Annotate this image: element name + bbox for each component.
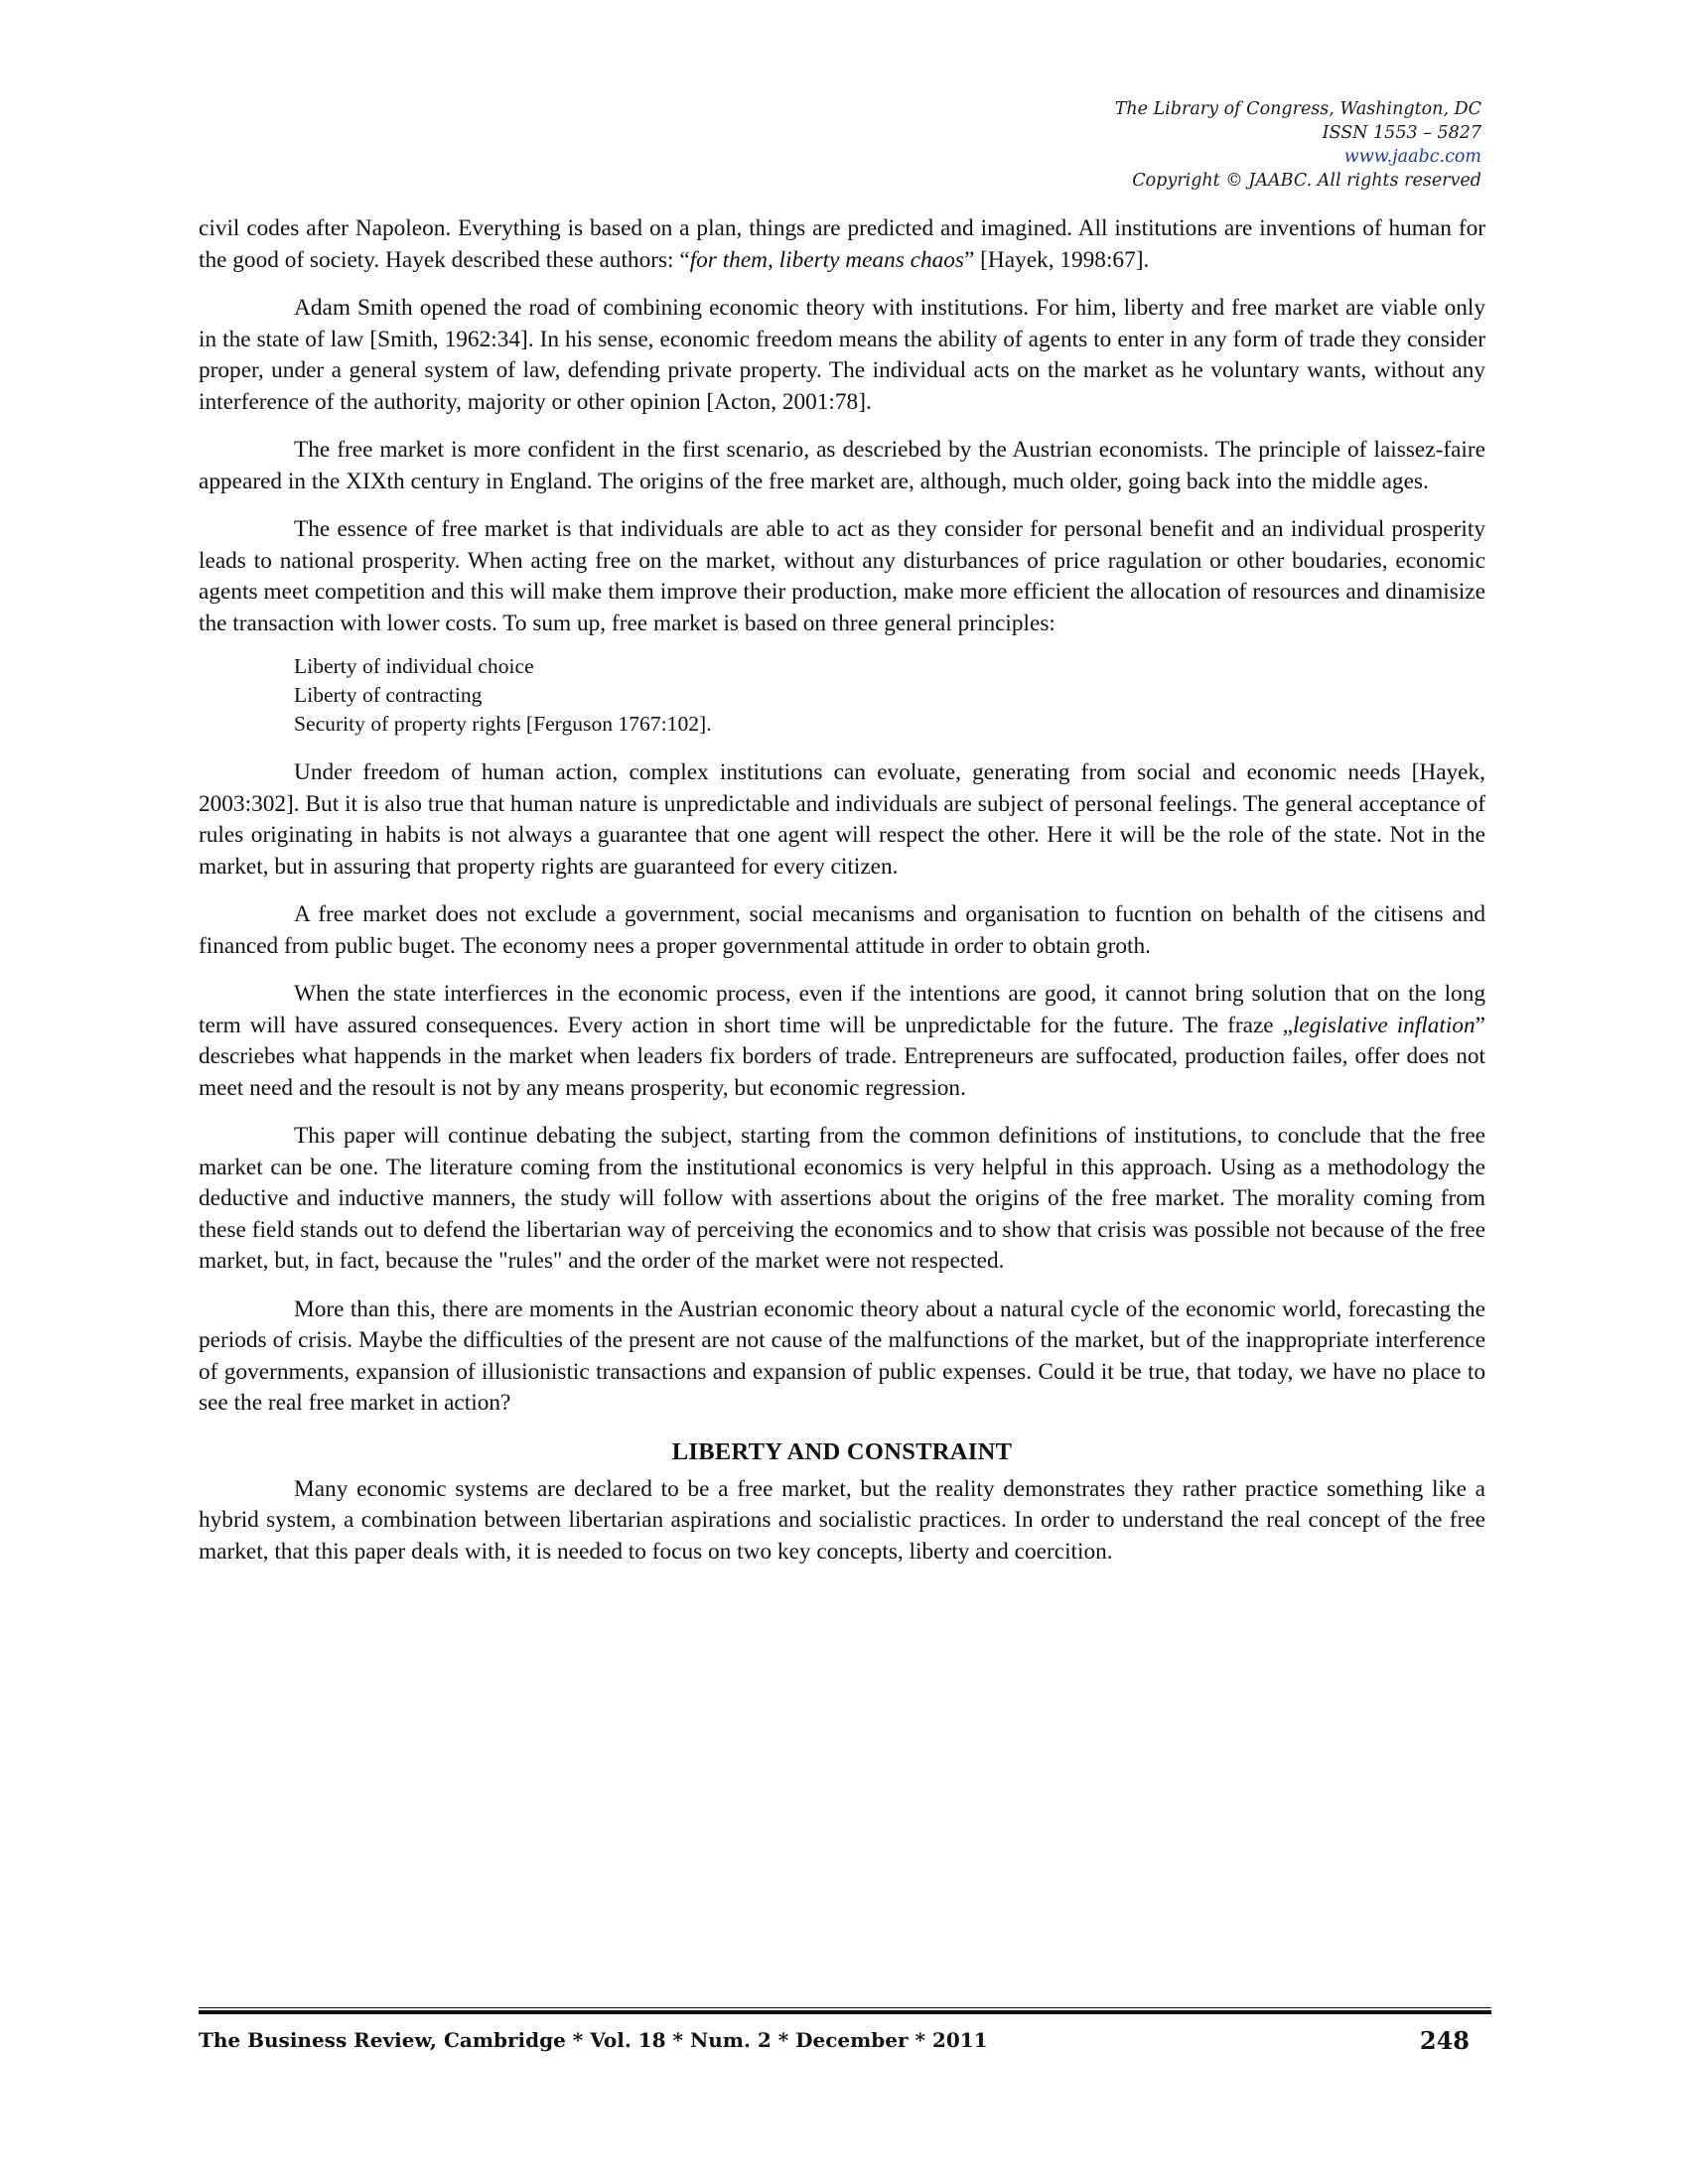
paragraph-9: More than this, there are moments in the Austrian economic theory about a natural cycle of the economic world, forecasting the periods of crisis. Maybe the difficulties of the present are not cause of the malfunctions of the market, but of the inappropriate interference of governments, expansion of illusionistic transactions and expansion of public expenses. Could it be true, that today, we have no place to see the real free market in action? xyxy=(199,1296,1485,1416)
page-number: 248 xyxy=(1419,2026,1470,2055)
paragraph-4: The essence of free market is that individuals are able to act as they consider for personal benefit and an individual prosperity leads to national prosperity. When acting free on the market, without any disturbances of price ragulation or other boudaries, economic agents meet competition and this will make them improve their production, make more efficient the allocation of resources and dinamisize the transaction with lower costs. To sum up, free market is based on three general principles: xyxy=(199,516,1485,636)
page-footer xyxy=(199,2026,1479,2055)
article-body xyxy=(199,213,1485,1584)
quote-legislative-inflation: legislative inflation xyxy=(1292,1012,1476,1038)
paragraph-6: A free market does not exclude a government, social mecanisms and organisation to fucntion on behalth of the citisens and financed from public buget. The economy nees a proper governmental attitude in order to obtain groth. xyxy=(199,901,1485,959)
header-url-link[interactable]: www.jaabc.com xyxy=(1343,147,1481,167)
list-item: Security of property rights [Ferguson 1767:102]. xyxy=(294,712,712,736)
list-item: Liberty of contracting xyxy=(294,683,483,707)
header-library: The Library of Congress, Washington, DC xyxy=(1114,99,1481,119)
paragraph-5: Under freedom of human action, complex institutions can evoluate, generating from social and economic needs [Hayek, 2003:302]. But it is also true that human nature is unpredictable and individuals are subject of personal feelings. The general acceptance of rules originating in habits is not always a guarantee that one agent will respect the other. Here it will be the role of the state. Not in the market, but in assuring that property rights are guaranteed for every citizen. xyxy=(199,759,1485,880)
principles-list xyxy=(294,652,1485,739)
footer-rule xyxy=(199,2007,1491,2014)
paragraph-2: Adam Smith opened the road of combining economic theory with institutions. For him, liberty and free market are viable only in the state of law [Smith, 1962:34]. In his sense, economic freedom means the ability of agents to enter in any form of trade they consider proper, under a general system of law, defending private property. The individual acts on the market as he voluntary wants, without any interference of the authority, majority or other opinion [Acton, 2001:78]. xyxy=(199,295,1485,415)
paragraph-10: Many economic systems are declared to be a free market, but the reality demonstrates they rather practice something like a hybrid system, a combination between libertarian aspirations and socialistic practices. In order to understand the real concept of the free market, that this paper deals with, it is needed to focus on two key concepts, liberty and coercition. xyxy=(199,1475,1485,1565)
footer-journal: The Business Review, Cambridge * Vol. 18 * Num. 2 * December * 2011 xyxy=(199,2028,988,2052)
quote-liberty-chaos: for them, liberty means chaos xyxy=(689,246,964,273)
journal-header xyxy=(1115,97,1481,193)
section-heading: LIBERTY AND CONSTRAINT xyxy=(671,1437,1013,1465)
list-item: Liberty of individual choice xyxy=(294,654,534,678)
paragraph-1: civil codes after Napoleon. Everything is based on a plan, things are predicted and imagined. All institutions are inventions of human for the good of society. Hayek described these authors: “for them, liberty means chaos” [Hayek, 1998:67]. xyxy=(199,215,1485,273)
paragraph-3: The free market is more confident in the first scenario, as descriebed by the Austrian economists. The principle of laissez-faire appeared in the XIXth century in England. The origins of the free market are, although, much older, going back into the middle ages. xyxy=(199,437,1485,494)
header-issn: ISSN 1553 – 5827 xyxy=(1322,123,1481,143)
paragraph-8: This paper will continue debating the subject, starting from the common definitions of institutions, to conclude that the free market can be one. The literature coming from the institutional economics is very helpful in this approach. Using as a methodology the deductive and inductive manners, the study will follow with assertions about the origins of the free market. The morality coming from these field stands out to defend the libertarian way of perceiving the economics and to show that crisis was possible not because of the free market, but, in fact, because the "rules" and the order of the market were not respected. xyxy=(199,1123,1485,1274)
header-copyright: Copyright © JAABC. All rights reserved xyxy=(1132,171,1481,191)
paragraph-7: When the state interfierces in the economic process, even if the intentions are good, it cannot bring solution that on the long term will have assured consequences. Every action in short time will be unpredictable for the future. The fraze „legislative inflation” descriebes what happends in the market when leaders fix borders of trade. Entrepreneurs are suffocated, production failes, offer does not meet need and the resoult is not by any means prosperity, but economic regression. xyxy=(199,981,1485,1101)
